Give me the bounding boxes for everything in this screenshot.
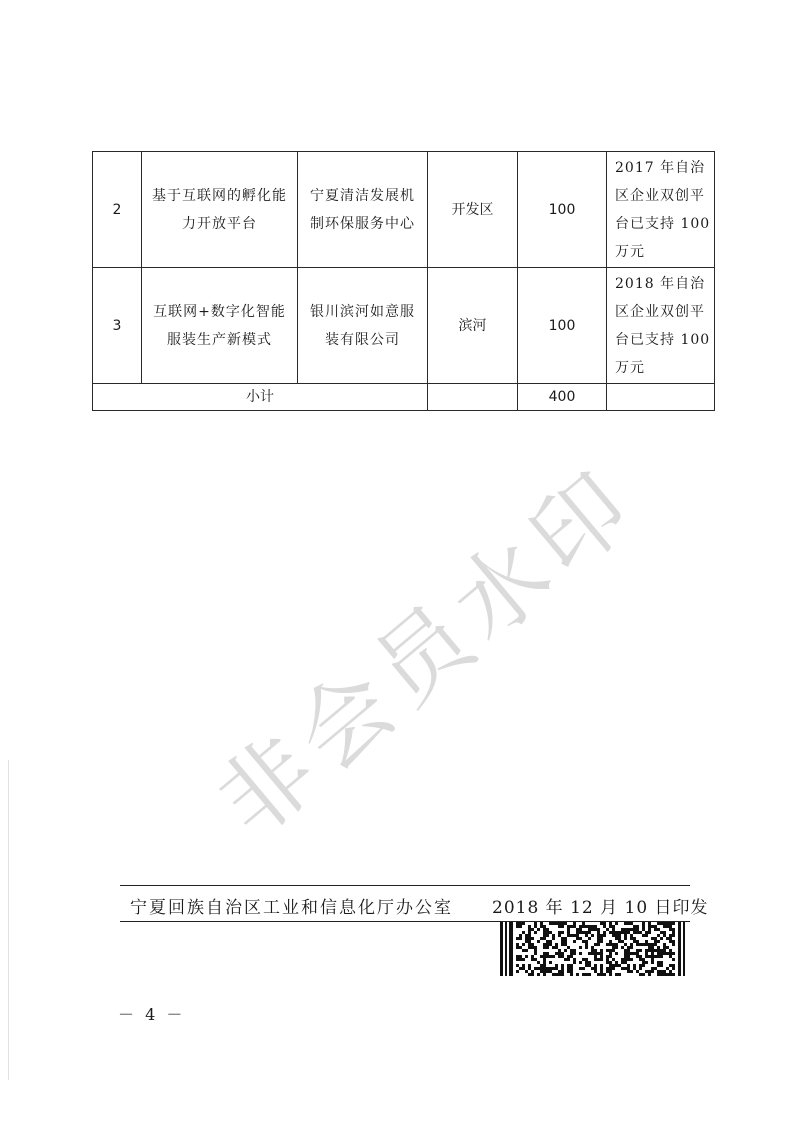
organization-cell [298, 268, 428, 384]
note-line: 2017 年自治 [615, 159, 706, 176]
project-name-line: 基于互联网的孵化能 [152, 187, 287, 204]
project-name-line: 力开放平台 [182, 215, 257, 232]
district-cell: 开发区 [428, 152, 518, 268]
subtotal-empty-cell [607, 384, 715, 411]
organization-line: 银川滨河如意服 [310, 303, 415, 320]
amount-cell: 100 [518, 152, 607, 268]
note-line: 台已支持 100 [615, 331, 711, 348]
project-table [92, 151, 715, 411]
page-number: － 4 － [118, 1005, 186, 1024]
note-line: 区企业双创平 [615, 187, 705, 204]
row-index: 3 [93, 268, 142, 384]
watermark-text: 非会员水印 [197, 447, 658, 858]
subtotal-label: 小计 [93, 384, 428, 411]
row-index: 2 [93, 152, 142, 268]
issue-date: 2018 年 12 月 10 日印发 [492, 898, 709, 918]
note-line: 台已支持 100 [615, 215, 711, 232]
issuer-name: 宁夏回族自治区工业和信息化厅办公室 [130, 898, 453, 918]
scan-edge-line [8, 760, 9, 1080]
table-row [93, 152, 715, 268]
barcode-image [500, 922, 686, 976]
organization-cell [298, 152, 428, 268]
organization-line: 宁夏清洁发展机 [310, 187, 415, 204]
subtotal-row [93, 384, 715, 411]
subtotal-amount: 400 [518, 384, 607, 411]
note-line: 万元 [615, 243, 645, 260]
project-name-line: 服装生产新模式 [167, 331, 272, 348]
subtotal-empty-cell [428, 384, 518, 411]
note-cell [607, 152, 715, 268]
footer-top-rule [120, 885, 690, 886]
note-line: 区企业双创平 [615, 303, 705, 320]
note-cell [607, 268, 715, 384]
project-name-line: 互联网+数字化智能 [153, 303, 286, 320]
project-name-cell [142, 152, 298, 268]
amount-cell: 100 [518, 268, 607, 384]
note-line: 2018 年自治 [615, 275, 706, 292]
organization-line: 制环保服务中心 [310, 215, 415, 232]
organization-line: 装有限公司 [325, 331, 400, 348]
project-name-cell [142, 268, 298, 384]
district-cell: 滨河 [428, 268, 518, 384]
table-row [93, 268, 715, 384]
note-line: 万元 [615, 359, 645, 376]
